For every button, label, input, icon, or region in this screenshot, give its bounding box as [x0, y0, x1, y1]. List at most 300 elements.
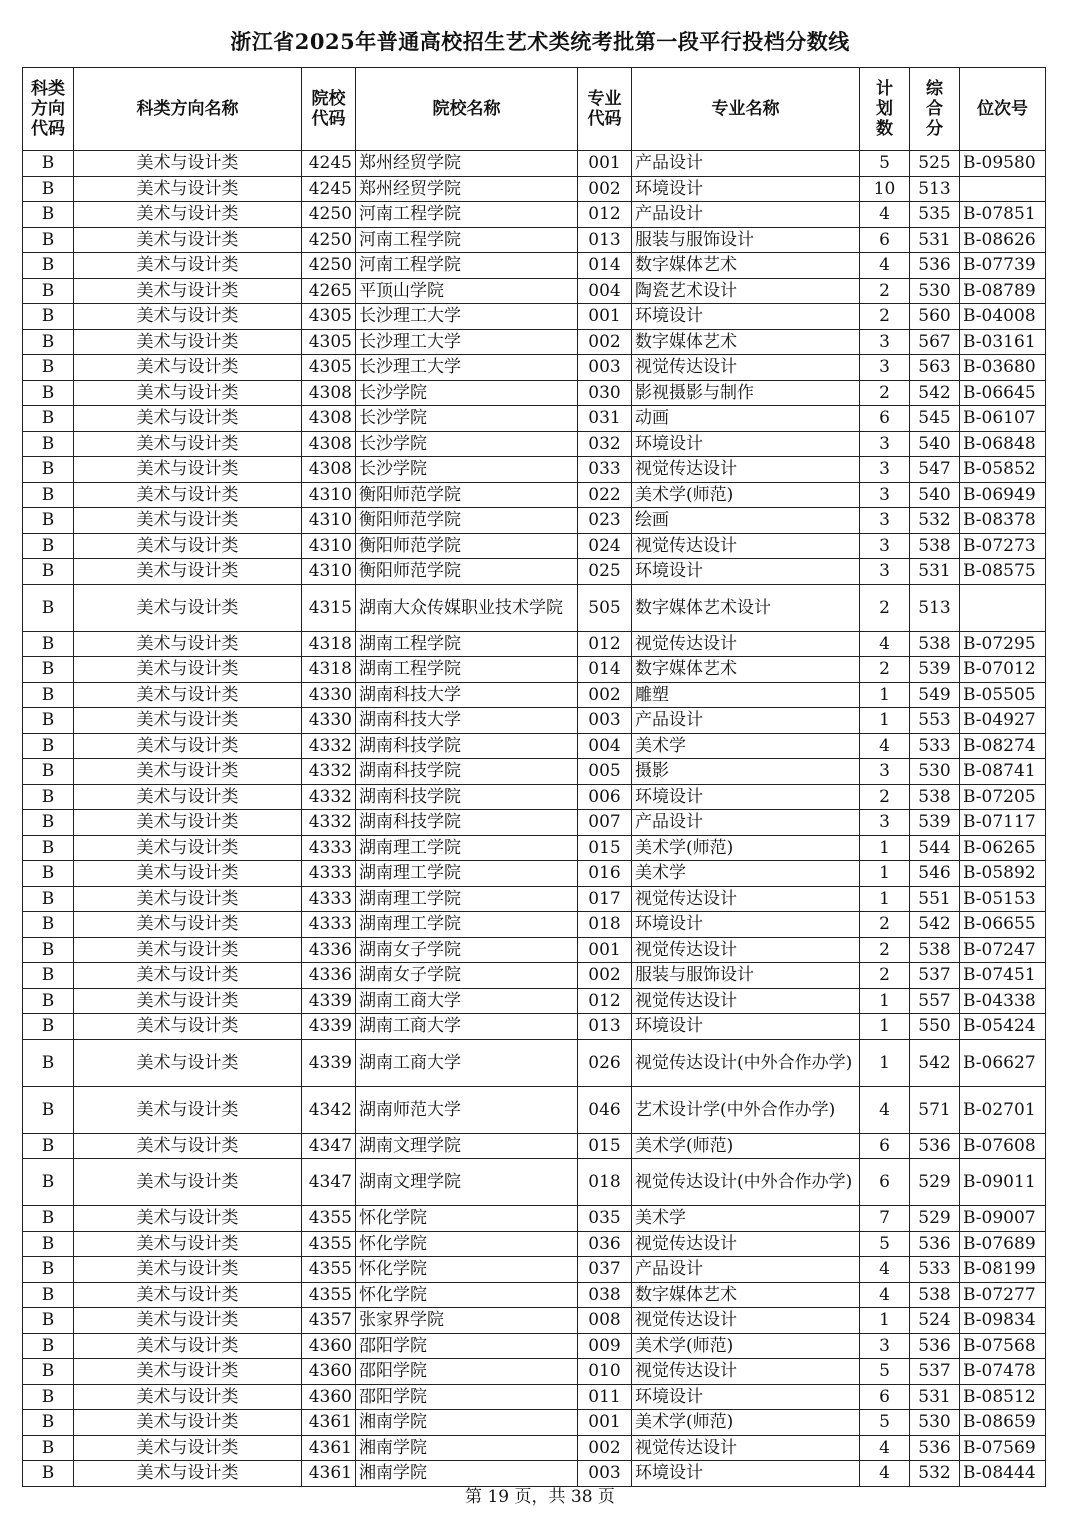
cell-plan-count: 3 — [860, 559, 910, 585]
cell-plan-count: 4 — [860, 1461, 910, 1487]
cell-rank: B-09007 — [960, 1206, 1046, 1232]
cell-composite-score: 542 — [910, 1039, 960, 1086]
cell-category-code: B — [23, 937, 74, 963]
cell-plan-count: 1 — [860, 886, 910, 912]
cell-major-code: 017 — [578, 886, 632, 912]
cell-school-code: 4305 — [302, 329, 356, 355]
cell-plan-count: 2 — [860, 937, 910, 963]
header-school-code: 院校代码 — [302, 68, 356, 151]
table-row — [23, 253, 1046, 279]
cell-category-code: B — [23, 533, 74, 559]
table-header-row — [23, 68, 1046, 151]
header-school-name: 院校名称 — [356, 68, 578, 151]
cell-major-code: 023 — [578, 508, 632, 534]
cell-composite-score: 530 — [910, 278, 960, 304]
cell-school-code: 4308 — [302, 406, 356, 432]
cell-rank: B-08444 — [960, 1461, 1046, 1487]
table-row — [23, 912, 1046, 938]
cell-category-code: B — [23, 988, 74, 1014]
table-row — [23, 988, 1046, 1014]
cell-rank: B-04927 — [960, 708, 1046, 734]
table-row — [23, 708, 1046, 734]
cell-major-code: 046 — [578, 1086, 632, 1133]
cell-composite-score: 545 — [910, 406, 960, 432]
cell-category-name: 美术与设计类 — [74, 1461, 302, 1487]
cell-composite-score: 537 — [910, 1359, 960, 1385]
cell-major-code: 007 — [578, 810, 632, 836]
cell-category-name: 美术与设计类 — [74, 1435, 302, 1461]
cell-school-code: 4330 — [302, 708, 356, 734]
cell-school-code: 4339 — [302, 988, 356, 1014]
cell-category-name: 美术与设计类 — [74, 380, 302, 406]
cell-composite-score: 538 — [910, 937, 960, 963]
cell-composite-score: 539 — [910, 810, 960, 836]
cell-rank: B-08575 — [960, 559, 1046, 585]
cell-school-code: 4250 — [302, 202, 356, 228]
cell-plan-count: 2 — [860, 304, 910, 330]
cell-school-code: 4245 — [302, 176, 356, 202]
cell-category-name: 美术与设计类 — [74, 631, 302, 657]
cell-major-code: 018 — [578, 912, 632, 938]
cell-school-code: 4333 — [302, 861, 356, 887]
cell-major-name: 影视摄影与制作 — [632, 380, 860, 406]
cell-category-code: B — [23, 457, 74, 483]
cell-rank: B-07117 — [960, 810, 1046, 836]
cell-category-name: 美术与设计类 — [74, 559, 302, 585]
cell-school-code: 4332 — [302, 810, 356, 836]
cell-category-code: B — [23, 304, 74, 330]
cell-category-code: B — [23, 406, 74, 432]
cell-major-code: 003 — [578, 708, 632, 734]
cell-category-name: 美术与设计类 — [74, 1282, 302, 1308]
cell-major-code: 010 — [578, 1359, 632, 1385]
cell-major-name: 绘画 — [632, 508, 860, 534]
cell-rank: B-07478 — [960, 1359, 1046, 1385]
cell-school-name: 湖南科技大学 — [356, 708, 578, 734]
cell-school-name: 湖南科技学院 — [356, 733, 578, 759]
cell-category-name: 美术与设计类 — [74, 1159, 302, 1206]
cell-school-name: 长沙学院 — [356, 406, 578, 432]
table-row — [23, 810, 1046, 836]
cell-category-code: B — [23, 508, 74, 534]
cell-school-name: 湖南理工学院 — [356, 886, 578, 912]
cell-rank: B-06848 — [960, 431, 1046, 457]
cell-school-name: 湖南女子学院 — [356, 937, 578, 963]
cell-rank: B-09834 — [960, 1308, 1046, 1334]
cell-major-code: 004 — [578, 733, 632, 759]
cell-composite-score: 525 — [910, 151, 960, 177]
cell-rank: B-07569 — [960, 1435, 1046, 1461]
cell-major-code: 008 — [578, 1308, 632, 1334]
cell-school-code: 4305 — [302, 304, 356, 330]
cell-school-name: 平顶山学院 — [356, 278, 578, 304]
table-row — [23, 963, 1046, 989]
cell-major-name: 视觉传达设计 — [632, 1231, 860, 1257]
cell-school-code: 4355 — [302, 1282, 356, 1308]
cell-school-name: 邵阳学院 — [356, 1333, 578, 1359]
table-row — [23, 304, 1046, 330]
cell-plan-count: 2 — [860, 912, 910, 938]
cell-plan-count: 4 — [860, 733, 910, 759]
cell-composite-score: 544 — [910, 835, 960, 861]
cell-plan-count: 4 — [860, 1086, 910, 1133]
cell-composite-score: 567 — [910, 329, 960, 355]
cell-category-name: 美术与设计类 — [74, 937, 302, 963]
cell-school-name: 长沙理工大学 — [356, 329, 578, 355]
cell-composite-score: 536 — [910, 1333, 960, 1359]
cell-category-code: B — [23, 1410, 74, 1436]
cell-composite-score: 531 — [910, 227, 960, 253]
cell-school-code: 4347 — [302, 1159, 356, 1206]
cell-category-name: 美术与设计类 — [74, 886, 302, 912]
table-row — [23, 508, 1046, 534]
cell-rank: B-08626 — [960, 227, 1046, 253]
table-row — [23, 1014, 1046, 1040]
cell-major-name: 美术学(师范) — [632, 1133, 860, 1159]
table-row — [23, 682, 1046, 708]
cell-school-code: 4315 — [302, 584, 356, 631]
cell-rank: B-07689 — [960, 1231, 1046, 1257]
cell-plan-count: 1 — [860, 835, 910, 861]
cell-composite-score: 540 — [910, 482, 960, 508]
cell-school-code: 4310 — [302, 482, 356, 508]
cell-composite-score: 540 — [910, 431, 960, 457]
cell-plan-count: 1 — [860, 682, 910, 708]
cell-plan-count: 2 — [860, 784, 910, 810]
cell-category-name: 美术与设计类 — [74, 1308, 302, 1334]
cell-composite-score: 538 — [910, 631, 960, 657]
cell-school-code: 4333 — [302, 886, 356, 912]
table-row — [23, 1282, 1046, 1308]
cell-rank: B-06265 — [960, 835, 1046, 861]
cell-major-code: 026 — [578, 1039, 632, 1086]
header-major-name: 专业名称 — [632, 68, 860, 151]
cell-composite-score: 530 — [910, 1410, 960, 1436]
cell-school-name: 湘南学院 — [356, 1461, 578, 1487]
cell-school-code: 4360 — [302, 1359, 356, 1385]
cell-category-name: 美术与设计类 — [74, 657, 302, 683]
cell-composite-score: 571 — [910, 1086, 960, 1133]
table-row — [23, 861, 1046, 887]
cell-school-name: 湖南科技学院 — [356, 759, 578, 785]
cell-major-name: 美术学(师范) — [632, 835, 860, 861]
cell-major-name: 视觉传达设计 — [632, 457, 860, 483]
cell-major-name: 环境设计 — [632, 912, 860, 938]
cell-category-code: B — [23, 253, 74, 279]
cell-major-name: 视觉传达设计(中外合作办学) — [632, 1039, 860, 1086]
cell-school-code: 4336 — [302, 937, 356, 963]
cell-school-code: 4333 — [302, 835, 356, 861]
cell-plan-count: 2 — [860, 278, 910, 304]
cell-category-name: 美术与设计类 — [74, 329, 302, 355]
cell-rank: B-05153 — [960, 886, 1046, 912]
cell-category-code: B — [23, 380, 74, 406]
cell-major-code: 015 — [578, 1133, 632, 1159]
cell-school-name: 张家界学院 — [356, 1308, 578, 1334]
cell-major-name: 产品设计 — [632, 810, 860, 836]
table-row — [23, 202, 1046, 228]
cell-major-code: 012 — [578, 988, 632, 1014]
table-row — [23, 733, 1046, 759]
cell-school-code: 4245 — [302, 151, 356, 177]
cell-plan-count: 2 — [860, 963, 910, 989]
cell-school-name: 湖南科技学院 — [356, 784, 578, 810]
cell-rank: B-07012 — [960, 657, 1046, 683]
cell-category-name: 美术与设计类 — [74, 508, 302, 534]
cell-composite-score: 557 — [910, 988, 960, 1014]
cell-major-name: 视觉传达设计 — [632, 1435, 860, 1461]
cell-major-code: 033 — [578, 457, 632, 483]
cell-plan-count: 1 — [860, 861, 910, 887]
cell-school-name: 衡阳师范学院 — [356, 508, 578, 534]
table-row — [23, 1133, 1046, 1159]
cell-composite-score: 550 — [910, 1014, 960, 1040]
cell-category-code: B — [23, 1359, 74, 1385]
cell-category-name: 美术与设计类 — [74, 835, 302, 861]
cell-major-code: 001 — [578, 151, 632, 177]
table-row — [23, 151, 1046, 177]
cell-school-name: 湖南师范大学 — [356, 1086, 578, 1133]
cell-rank: B-05505 — [960, 682, 1046, 708]
cell-plan-count: 5 — [860, 1410, 910, 1436]
cell-school-name: 怀化学院 — [356, 1231, 578, 1257]
cell-composite-score: 513 — [910, 176, 960, 202]
cell-major-code: 002 — [578, 1435, 632, 1461]
cell-school-name: 衡阳师范学院 — [356, 482, 578, 508]
table-row — [23, 759, 1046, 785]
cell-major-code: 013 — [578, 1014, 632, 1040]
cell-major-name: 数字媒体艺术 — [632, 657, 860, 683]
cell-rank: B-03161 — [960, 329, 1046, 355]
cell-composite-score: 529 — [910, 1206, 960, 1232]
cell-major-code: 014 — [578, 657, 632, 683]
cell-school-name: 衡阳师范学院 — [356, 533, 578, 559]
cell-rank: B-09011 — [960, 1159, 1046, 1206]
cell-plan-count: 4 — [860, 1282, 910, 1308]
cell-category-name: 美术与设计类 — [74, 682, 302, 708]
cell-composite-score: 547 — [910, 457, 960, 483]
cell-category-name: 美术与设计类 — [74, 1086, 302, 1133]
cell-category-code: B — [23, 810, 74, 836]
cell-category-name: 美术与设计类 — [74, 202, 302, 228]
table-row — [23, 1231, 1046, 1257]
cell-rank: B-06655 — [960, 912, 1046, 938]
cell-rank: B-06107 — [960, 406, 1046, 432]
cell-category-name: 美术与设计类 — [74, 278, 302, 304]
cell-composite-score: 533 — [910, 1257, 960, 1283]
cell-major-name: 摄影 — [632, 759, 860, 785]
cell-major-code: 002 — [578, 682, 632, 708]
cell-category-code: B — [23, 202, 74, 228]
cell-plan-count: 6 — [860, 1159, 910, 1206]
cell-major-code: 505 — [578, 584, 632, 631]
cell-major-code: 002 — [578, 329, 632, 355]
cell-plan-count: 1 — [860, 708, 910, 734]
cell-plan-count: 3 — [860, 355, 910, 381]
cell-school-name: 湖南大众传媒职业技术学院 — [356, 584, 578, 631]
cell-category-name: 美术与设计类 — [74, 810, 302, 836]
cell-rank: B-04008 — [960, 304, 1046, 330]
cell-major-name: 环境设计 — [632, 559, 860, 585]
cell-category-code: B — [23, 1384, 74, 1410]
cell-rank: B-08512 — [960, 1384, 1046, 1410]
cell-school-code: 4361 — [302, 1410, 356, 1436]
cell-major-name: 数字媒体艺术 — [632, 253, 860, 279]
cell-category-code: B — [23, 1282, 74, 1308]
table-row — [23, 1333, 1046, 1359]
cell-school-name: 湖南工商大学 — [356, 1039, 578, 1086]
cell-composite-score: 538 — [910, 533, 960, 559]
cell-category-code: B — [23, 482, 74, 508]
cell-major-name: 视觉传达设计 — [632, 1359, 860, 1385]
cell-major-name: 环境设计 — [632, 784, 860, 810]
cell-rank — [960, 584, 1046, 631]
cell-major-code: 003 — [578, 355, 632, 381]
cell-category-code: B — [23, 1206, 74, 1232]
cell-major-name: 环境设计 — [632, 1461, 860, 1487]
header-plan-count: 计划数 — [860, 68, 910, 151]
table-row — [23, 355, 1046, 381]
cell-major-code: 013 — [578, 227, 632, 253]
cell-plan-count: 3 — [860, 457, 910, 483]
cell-composite-score: 533 — [910, 733, 960, 759]
cell-category-name: 美术与设计类 — [74, 1133, 302, 1159]
cell-school-name: 长沙学院 — [356, 380, 578, 406]
table-row — [23, 937, 1046, 963]
cell-rank: B-06645 — [960, 380, 1046, 406]
cell-rank: B-06949 — [960, 482, 1046, 508]
table-row — [23, 1308, 1046, 1334]
cell-major-name: 雕塑 — [632, 682, 860, 708]
table-row — [23, 1159, 1046, 1206]
cell-category-code: B — [23, 1086, 74, 1133]
cell-plan-count: 7 — [860, 1206, 910, 1232]
cell-rank: B-09580 — [960, 151, 1046, 177]
cell-rank: B-07273 — [960, 533, 1046, 559]
cell-category-name: 美术与设计类 — [74, 1359, 302, 1385]
cell-category-code: B — [23, 886, 74, 912]
cell-composite-score: 553 — [910, 708, 960, 734]
cell-category-name: 美术与设计类 — [74, 988, 302, 1014]
cell-composite-score: 542 — [910, 912, 960, 938]
cell-plan-count: 3 — [860, 810, 910, 836]
cell-category-name: 美术与设计类 — [74, 1206, 302, 1232]
cell-major-code: 011 — [578, 1384, 632, 1410]
table-row — [23, 482, 1046, 508]
cell-composite-score: 536 — [910, 1231, 960, 1257]
cell-rank: B-05424 — [960, 1014, 1046, 1040]
cell-school-code: 4355 — [302, 1231, 356, 1257]
admission-score-table — [22, 67, 1046, 1487]
cell-school-code: 4308 — [302, 431, 356, 457]
cell-composite-score: 542 — [910, 380, 960, 406]
cell-category-name: 美术与设计类 — [74, 784, 302, 810]
cell-school-name: 怀化学院 — [356, 1282, 578, 1308]
cell-category-code: B — [23, 631, 74, 657]
table-row — [23, 1384, 1046, 1410]
cell-composite-score: 551 — [910, 886, 960, 912]
cell-plan-count: 1 — [860, 1014, 910, 1040]
cell-category-name: 美术与设计类 — [74, 1384, 302, 1410]
cell-major-code: 016 — [578, 861, 632, 887]
cell-rank: B-07851 — [960, 202, 1046, 228]
cell-rank: B-08378 — [960, 508, 1046, 534]
cell-composite-score: 538 — [910, 784, 960, 810]
cell-category-name: 美术与设计类 — [74, 1257, 302, 1283]
cell-major-code: 025 — [578, 559, 632, 585]
cell-category-name: 美术与设计类 — [74, 406, 302, 432]
cell-plan-count: 1 — [860, 988, 910, 1014]
cell-plan-count: 2 — [860, 380, 910, 406]
cell-category-code: B — [23, 759, 74, 785]
cell-school-name: 湘南学院 — [356, 1435, 578, 1461]
cell-major-name: 视觉传达设计(中外合作办学) — [632, 1159, 860, 1206]
cell-school-name: 长沙学院 — [356, 457, 578, 483]
table-row — [23, 533, 1046, 559]
cell-category-code: B — [23, 1133, 74, 1159]
table-row — [23, 1410, 1046, 1436]
table-row — [23, 329, 1046, 355]
cell-major-code: 024 — [578, 533, 632, 559]
cell-major-name: 视觉传达设计 — [632, 533, 860, 559]
cell-school-name: 长沙理工大学 — [356, 355, 578, 381]
page-footer: 第 19 页，共 38 页 — [465, 1487, 615, 1507]
cell-major-code: 004 — [578, 278, 632, 304]
cell-plan-count: 1 — [860, 1308, 910, 1334]
header-rank: 位次号 — [960, 68, 1046, 151]
cell-major-name: 美术学 — [632, 861, 860, 887]
cell-category-name: 美术与设计类 — [74, 708, 302, 734]
cell-school-name: 郑州经贸学院 — [356, 151, 578, 177]
cell-plan-count: 1 — [860, 1039, 910, 1086]
cell-category-name: 美术与设计类 — [74, 1333, 302, 1359]
cell-school-code: 4342 — [302, 1086, 356, 1133]
cell-plan-count: 5 — [860, 1359, 910, 1385]
cell-plan-count: 3 — [860, 329, 910, 355]
cell-major-name: 视觉传达设计 — [632, 1308, 860, 1334]
table-row — [23, 380, 1046, 406]
cell-major-name: 服装与服饰设计 — [632, 227, 860, 253]
cell-major-code: 038 — [578, 1282, 632, 1308]
cell-school-code: 4310 — [302, 559, 356, 585]
cell-category-name: 美术与设计类 — [74, 431, 302, 457]
cell-plan-count: 3 — [860, 431, 910, 457]
cell-major-name: 数字媒体艺术设计 — [632, 584, 860, 631]
table-row — [23, 1359, 1046, 1385]
cell-major-code: 022 — [578, 482, 632, 508]
cell-category-code: B — [23, 657, 74, 683]
table-row — [23, 1435, 1046, 1461]
cell-composite-score: 531 — [910, 1384, 960, 1410]
cell-plan-count: 3 — [860, 482, 910, 508]
cell-school-code: 4318 — [302, 657, 356, 683]
cell-school-code: 4318 — [302, 631, 356, 657]
cell-category-code: B — [23, 1461, 74, 1487]
cell-rank: B-06627 — [960, 1039, 1046, 1086]
cell-category-code: B — [23, 1159, 74, 1206]
cell-category-code: B — [23, 784, 74, 810]
cell-rank: B-07608 — [960, 1133, 1046, 1159]
cell-school-code: 4308 — [302, 380, 356, 406]
cell-major-code: 012 — [578, 202, 632, 228]
cell-category-code: B — [23, 227, 74, 253]
table-row — [23, 657, 1046, 683]
cell-major-name: 艺术设计学(中外合作办学) — [632, 1086, 860, 1133]
cell-school-name: 邵阳学院 — [356, 1359, 578, 1385]
cell-major-code: 006 — [578, 784, 632, 810]
cell-major-name: 服装与服饰设计 — [632, 963, 860, 989]
cell-category-name: 美术与设计类 — [74, 1039, 302, 1086]
